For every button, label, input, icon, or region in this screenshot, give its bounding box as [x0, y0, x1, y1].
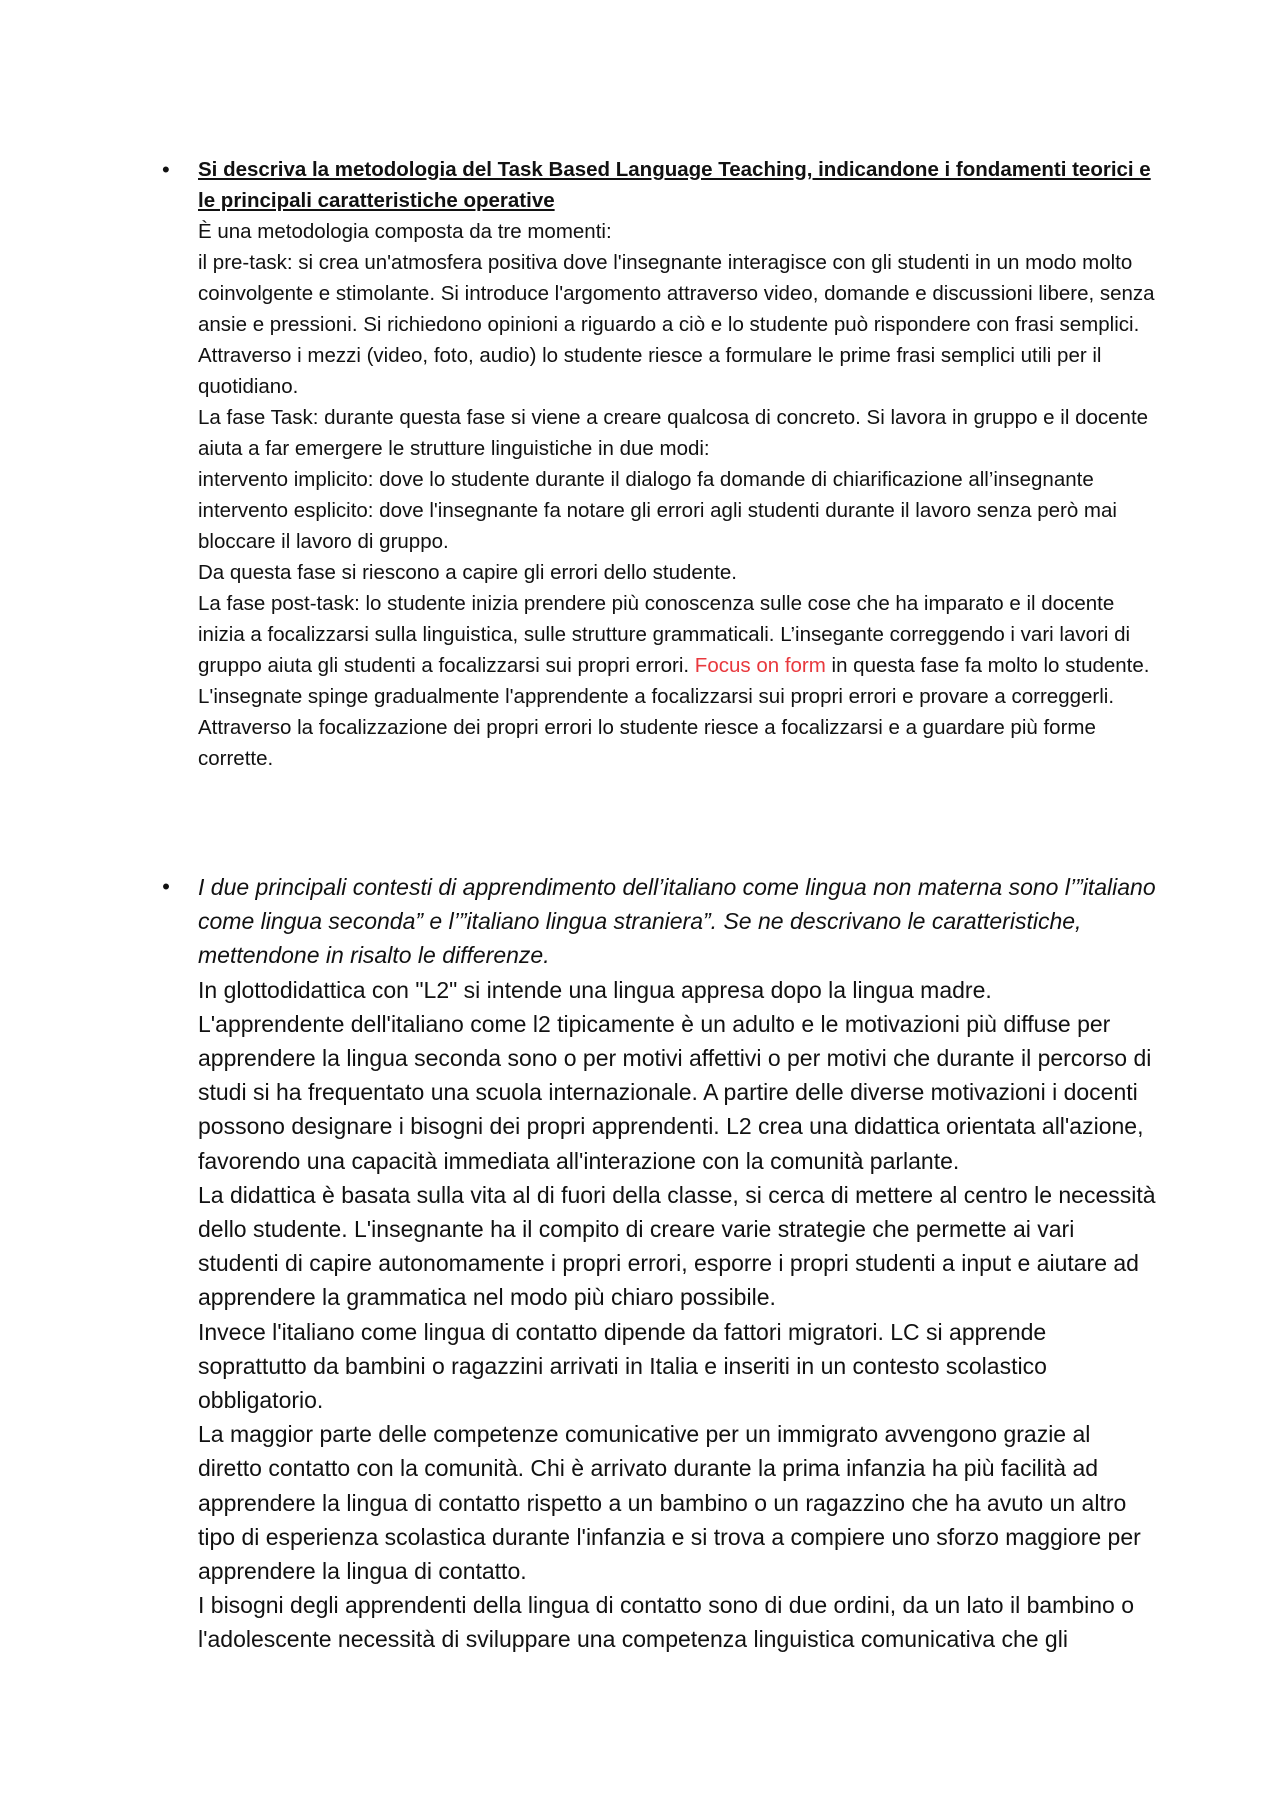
- answer-paragraph: La didattica è basata sulla vita al di fuori della classe, si cerca di mettere al centro le necessità dello studente. L'insegnante ha il compito di creare varie strategie che permette ai vari studenti di capire autonomamente i propri errori, esporre i propri studenti a input e aiutare ad apprendere la grammatica nel modo più chiaro possibile.: [198, 1181, 1156, 1311]
- answer-paragraph: L'apprendente dell'italiano come l2 tipicamente è un adulto e le motivazioni più diffuse per apprendere la lingua seconda sono o per motivi affettivi o per motivi che durante il percorso di studi si ha frequentato una scuola internazionale. A partire delle diverse motivazioni i docenti possono designare i bisogni dei propri apprendenti. L2 crea una didattica orientata all'azione, favorendo una capacità immediata all'interazione con la comunità parlante.: [198, 1010, 1152, 1174]
- answer-paragraph: In glottodidattica con "L2" si intende una lingua appresa dopo la lingua madre.: [198, 976, 992, 1003]
- answer-paragraph: Invece l'italiano come lingua di contatto dipende da fattori migratori. LC si apprende soprattutto da bambini o ragazzini arrivati in Italia e inseriti in un contesto scolastico obbligatorio.: [198, 1318, 1047, 1414]
- post-task-text-after: in questa fase fa molto lo studente. L'insegnate spinge gradualmente l'apprendente a focalizzarsi sui propri errori e provare a correggerli. Attraverso la focalizzazione dei propri errori lo studente riesce a focalizzarsi e a guardare più forme corrette.: [198, 654, 1150, 770]
- post-task-text-before: La fase post-task: lo studente inizia prendere più conoscenza sulle cose che ha imparato e il docente inizia a focalizzarsi sulla linguistica, sulle strutture grammaticali. L’insegante correggendo i vari lavori di gruppo aiuta gli studenti a focalizzarsi sui propri errori.: [198, 592, 1131, 677]
- answer-paragraph: il pre-task: si crea un'atmosfera positiva dove l'insegnante interagisce con gli studenti in un modo molto coinvolgente e stimolante. Si introduce l'argomento attraverso video, domande e discussioni libere, senza ansie e pressioni. Si richiedono opinioni a riguardo a ciò e lo studente può rispondere con frasi semplici. Attraverso i mezzi (video, foto, audio) lo studente riesce a formulare le prime frasi semplici utili per il quotidiano.: [198, 251, 1155, 398]
- focus-on-form-highlight: Focus on form: [694, 654, 826, 677]
- bullet-icon: •: [162, 874, 170, 899]
- answer-paragraph: La fase Task: durante questa fase si viene a creare qualcosa di concreto. Si lavora in gruppo e il docente aiuta a far emergere le strutture linguistiche in due modi:: [198, 406, 1149, 460]
- answer-paragraph: I bisogni degli apprendenti della lingua di contatto sono di due ordini, da un lato il bambino o l'adolescente necessità di sviluppare una competenza linguistica comunicativa che gli: [198, 1592, 1134, 1653]
- answer-paragraph-post-task: [198, 588, 1158, 774]
- answer-paragraph: La maggior parte delle competenze comunicative per un immigrato avvengono grazie al diretto contatto con la comunità. Chi è arrivato durante la prima infanzia ha più facilità ad apprendere la lingua di contatto rispetto a un bambino o un ragazzino che ha avuto un altro tipo di esperienza scolastica durante l'infanzia e si trova a compiere uno sforzo maggiore per apprendere la lingua di contatto.: [198, 1421, 1141, 1585]
- question-section-2: [162, 870, 1158, 1657]
- question-heading-2: I due principali contesti di apprendimento dell’italiano come lingua non materna sono l’”italiano come lingua seconda” e l’”italiano lingua straniera”. Se ne descrivano le caratteristiche, mettendone in risalto le differenze.: [198, 874, 1156, 969]
- answer-paragraph: intervento esplicito: dove l'insegnante fa notare gli errori agli studenti durante il lavoro senza però mai bloccare il lavoro di gruppo.: [198, 499, 1117, 553]
- question-section-1: [162, 154, 1158, 774]
- answer-paragraph: intervento implicito: dove lo studente durante il dialogo fa domande di chiarificazione all’insegnante: [198, 468, 1094, 491]
- answer-paragraph: Da questa fase si riescono a capire gli errori dello studente.: [198, 561, 737, 584]
- question-heading-1: Si descriva la metodologia del Task Based Language Teaching, indicandone i fondamenti teorici e le principali caratteristiche operative: [198, 158, 1151, 212]
- bullet-icon: •: [162, 157, 170, 182]
- answer-paragraph: È una metodologia composta da tre momenti:: [198, 220, 612, 243]
